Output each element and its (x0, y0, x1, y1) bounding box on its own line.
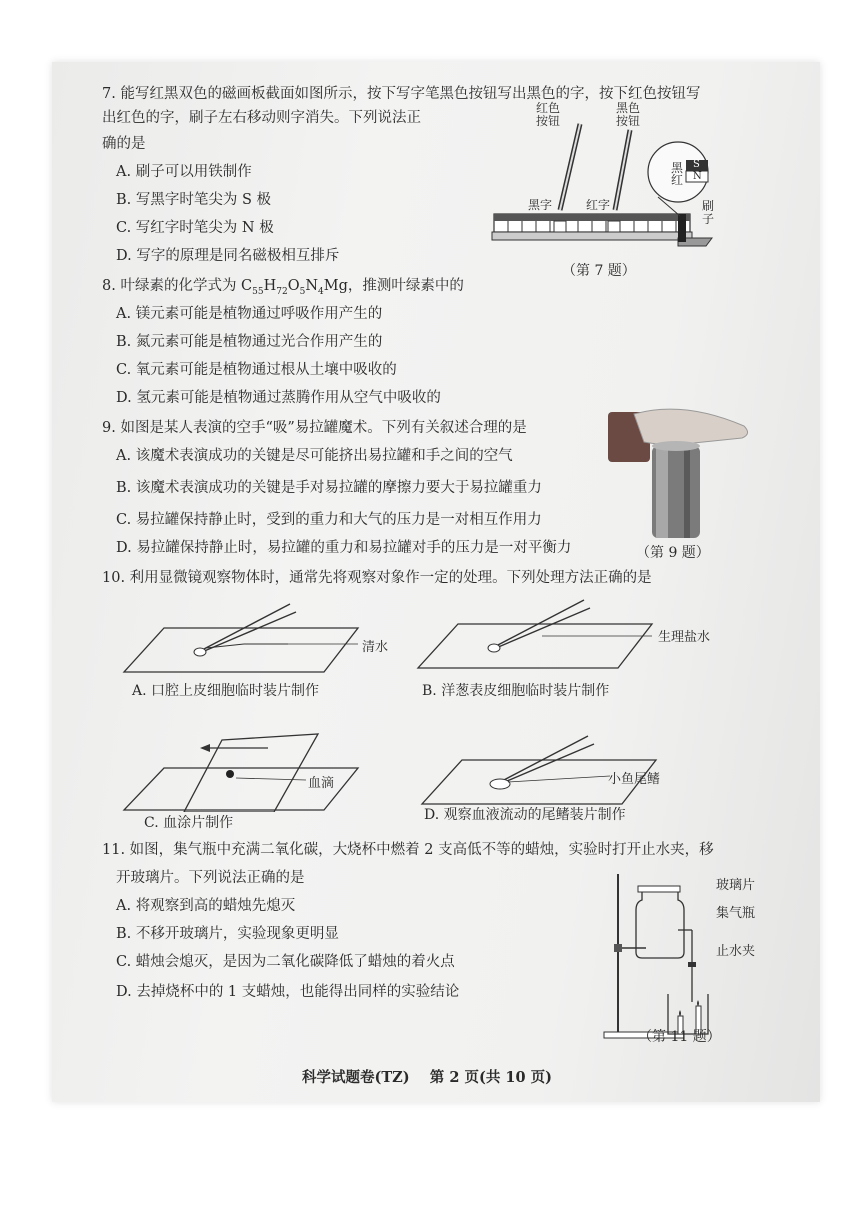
q7-stem-line3: 确的是 (102, 136, 146, 152)
q9-option-c: C. 易拉罐保持静止时，受到的重力和大气的压力是一对相互作用力 (116, 512, 542, 528)
q7-label-pole-s: S (693, 159, 700, 170)
q11-stem-line1: 11. 如图，集气瓶中充满二氧化碳，大烧杯中燃着 2 支高低不等的蜡烛，实验时打开止水夹，移 (102, 842, 714, 858)
q9-option-b: B. 该魔术表演成功的关键是手对易拉罐的摩擦力要大于易拉罐重力 (116, 480, 542, 496)
exam-page (52, 62, 820, 1102)
q9-option-a: A. 该魔术表演成功的关键是尽可能挤出易拉罐和手之间的空气 (116, 448, 513, 464)
q7-option-b: B. 写黑字时笔尖为 S 极 (116, 192, 272, 208)
q7-option-a: A. 刷子可以用铁制作 (116, 164, 252, 180)
q10-caption-d: D. 观察血液流动的尾鳍装片制作 (424, 807, 626, 823)
q10-label-saline: 生理盐水 (658, 630, 711, 645)
q11-label-gas-bottle: 集气瓶 (716, 906, 756, 921)
q7-label-red-text: 红字 (586, 198, 611, 212)
q8-option-b: B. 氮元素可能是植物通过光合作用产生的 (116, 334, 383, 350)
q11-option-c: C. 蜡烛会熄灭，是因为二氧化碳降低了蜡烛的着火点 (116, 954, 455, 970)
q11-option-a: A. 将观察到高的蜡烛先熄灭 (116, 898, 296, 914)
q10-figure-a (118, 600, 389, 680)
q11-label-glass-plate: 玻璃片 (716, 878, 756, 893)
q8-stem: 8. 叶绿素的化学式为 $C_{55}H_{72}O_5N_4Mg$，推测叶绿素中的 (102, 278, 464, 297)
q7-label-magnet-black: 黑 (671, 161, 684, 175)
q9-option-d: D. 易拉罐保持静止时，易拉罐的重力和易拉罐对手的压力是一对平衡力 (116, 540, 572, 556)
q10-caption-b: B. 洋葱表皮细胞临时装片制作 (422, 683, 610, 699)
q10-label-fish-tail: 小鱼尾鳍 (608, 772, 661, 787)
q11-option-d: D. 去掉烧杯中的 1 支蜡烛，也能得出同样的实验结论 (116, 984, 460, 1000)
q7-stem-line2: 出红色的字，刷子左右移动则字消失。下列说法正 (102, 110, 421, 126)
q7-label-brush: 刷 子 (702, 199, 715, 226)
q10-label-blood: 血滴 (308, 776, 335, 791)
q11-figure-caption: （第 11 题） (638, 1029, 721, 1045)
q7-stem-line1: 7. 能写红黑双色的磁画板截面如图所示，按下写字笔黑色按钮写出黑色的字，按下红色按钮写 (102, 86, 701, 102)
q7-label-magnet-red: 红 (671, 173, 684, 187)
page-footer: 科学试题卷(TZ) 第 2 页(共 10 页) (302, 1069, 552, 1086)
q10-figure-b (412, 596, 711, 676)
q7-figure-magnetic-board (490, 102, 730, 260)
q11-stem-line2: 开玻璃片。下列说法正确的是 (116, 870, 305, 886)
q10-figure-d (416, 732, 666, 812)
q9-stem: 9. 如图是某人表演的空手“吸”易拉罐魔术。下列有关叙述合理的是 (102, 420, 527, 436)
q8-option-a: A. 镁元素可能是植物通过呼吸作用产生的 (116, 306, 383, 322)
q8-option-d: D. 氢元素可能是植物通过蒸腾作用从空气中吸收的 (116, 390, 441, 406)
q10-label-water: 清水 (362, 640, 389, 655)
q7-option-c: C. 写红字时笔尖为 N 极 (116, 220, 274, 236)
q10-stem: 10. 利用显微镜观察物体时，通常先将观察对象作一定的处理。下列处理方法正确的是 (102, 570, 652, 586)
q11-figure-apparatus (602, 866, 712, 1046)
q10-caption-a: A. 口腔上皮细胞临时装片制作 (132, 683, 320, 699)
q7-option-d: D. 写字的原理是同名磁极相互排斥 (116, 248, 340, 264)
q7-label-pole-n: N (693, 171, 702, 182)
q7-label-black-text: 黑字 (528, 198, 553, 212)
q9-figure-caption: （第 9 题） (636, 545, 710, 561)
q7-label-black-button: 黑色 按钮 (616, 101, 641, 128)
q10-caption-c: C. 血涂片制作 (144, 815, 234, 831)
q10-figure-c (118, 718, 368, 812)
q7-figure-caption: （第 7 题） (562, 263, 636, 279)
q7-label-red-button: 红色 按钮 (536, 101, 561, 128)
q9-figure-hand-and-can (604, 404, 754, 544)
q11-option-b: B. 不移开玻璃片，实验现象更明显 (116, 926, 339, 942)
q8-option-c: C. 氧元素可能是植物通过根从土壤中吸收的 (116, 362, 397, 378)
q11-label-water-clamp: 止水夹 (716, 944, 756, 959)
